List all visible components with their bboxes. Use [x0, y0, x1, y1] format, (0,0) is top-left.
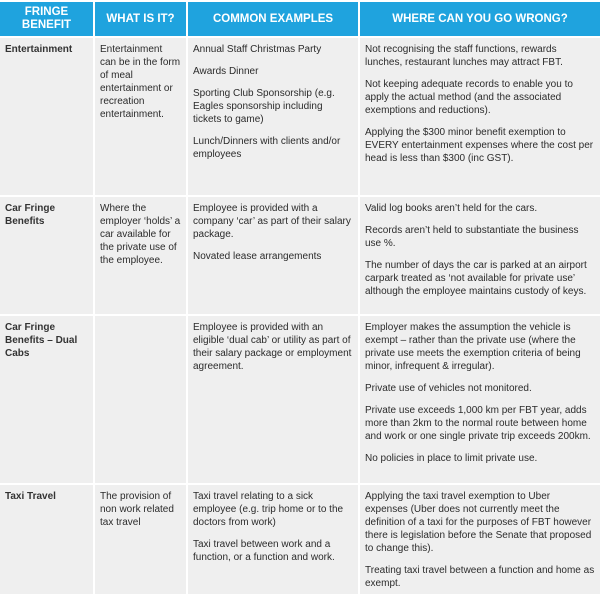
what-cell: The provision of non work related tax travel — [94, 484, 187, 595]
table-row — [0, 315, 600, 484]
header-fringe-benefit: FRINGE BENEFIT — [0, 2, 94, 37]
wrong-cell — [359, 484, 600, 595]
example-item: Sporting Club Sponsorship (e.g. Eagles sponsorship including tickets to game) — [193, 88, 335, 125]
header-where-wrong: WHERE CAN YOU GO WRONG? — [359, 2, 600, 37]
wrong-item: Employer makes the assumption the vehicle is exempt – rather than the private use (where the private use meets the exemption criteria of being minor, infrequent & irregular). — [365, 322, 581, 372]
header-what-is-it: WHAT IS IT? — [94, 2, 187, 37]
examples-cell — [187, 315, 359, 484]
wrong-cell — [359, 315, 600, 484]
header-row — [0, 2, 600, 37]
example-item: Taxi travel relating to a sick employee (e.g. trip home or to the doctors from work) — [193, 491, 344, 528]
wrong-item: Not keeping adequate records to enable you to apply the actual method (and the associated exemptions and reductions). — [365, 79, 573, 116]
benefit-cell: Entertainment — [0, 37, 94, 196]
wrong-item: Not recognising the staff functions, rewards lunches, restaurant lunches may attract FBT. — [365, 44, 563, 68]
example-item: Awards Dinner — [193, 66, 259, 77]
example-item: Taxi travel between work and a function, or a function and work. — [193, 539, 335, 563]
examples-cell — [187, 196, 359, 315]
wrong-item: Private use of vehicles not monitored. — [365, 383, 532, 394]
wrong-item: No policies in place to limit private use. — [365, 453, 538, 464]
wrong-item: Treating taxi travel between a function and home as exempt. — [365, 565, 595, 589]
what-cell: Entertainment can be in the form of meal entertainment or recreation entertainment. — [94, 37, 187, 196]
header-common-examples: COMMON EXAMPLES — [187, 2, 359, 37]
examples-cell — [187, 37, 359, 196]
wrong-cell — [359, 196, 600, 315]
example-item: Lunch/Dinners with clients and/or employees — [193, 136, 341, 160]
benefit-cell: Taxi Travel — [0, 484, 94, 595]
example-item: Annual Staff Christmas Party — [193, 44, 322, 55]
table-row — [0, 484, 600, 595]
wrong-item: Valid log books aren’t held for the cars. — [365, 203, 538, 214]
example-item: Novated lease arrangements — [193, 251, 322, 262]
fbt-table — [0, 2, 600, 596]
table-row — [0, 196, 600, 315]
wrong-item: Applying the taxi travel exemption to Uber expenses (Uber does not currently meet the definition of a taxi for the purposes of FBT however there is legislation before the Senate that proposed to change this). — [365, 491, 592, 554]
wrong-item: Applying the $300 minor benefit exemption to EVERY entertainment expenses where the cost per head is less than $300 (inc GST). — [365, 127, 594, 164]
wrong-cell — [359, 37, 600, 196]
benefit-cell: Car Fringe Benefits — [0, 196, 94, 315]
wrong-item: The number of days the car is parked at an airport carpark treated as ‘not available for private use’ although the employee maintains custody of keys. — [365, 260, 587, 297]
wrong-item: Records aren’t held to substantiate the business use %. — [365, 225, 579, 249]
example-item: Employee is provided with a company ‘car’ as part of their salary package. — [193, 203, 351, 240]
table-row — [0, 37, 600, 196]
what-cell — [94, 315, 187, 484]
wrong-item: Private use exceeds 1,000 km per FBT year, adds more than 2km to the normal route between home and work or one single private trip exceeds 200km. — [365, 405, 591, 442]
benefit-cell: Car Fringe Benefits – Dual Cabs — [0, 315, 94, 484]
examples-cell — [187, 484, 359, 595]
example-item: Employee is provided with an eligible ‘dual cab’ or utility as part of their salary package or employment agreement. — [193, 322, 352, 372]
what-cell: Where the employer ‘holds’ a car available for the private use of the employee. — [94, 196, 187, 315]
